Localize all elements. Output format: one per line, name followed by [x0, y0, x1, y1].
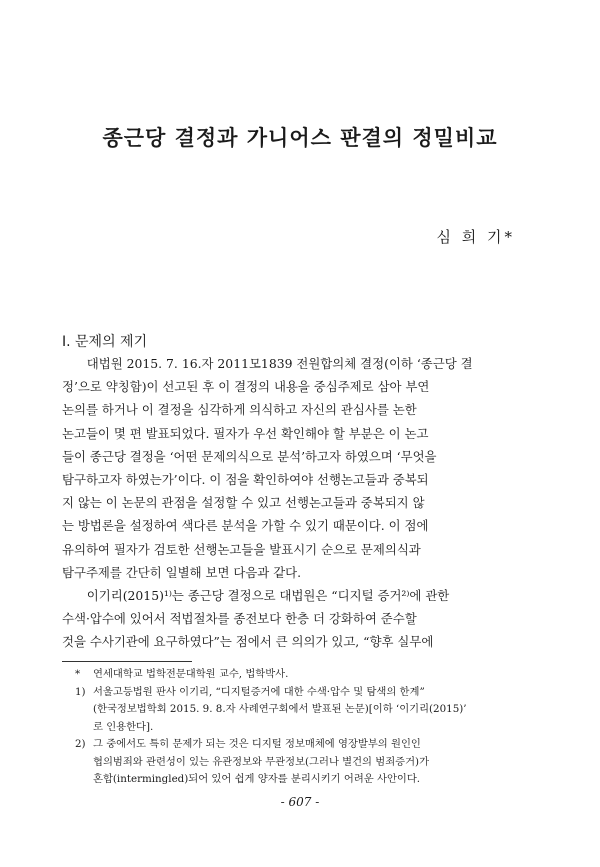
- footnote-line: 혼합(intermingled)되어 있어 쉽게 양자를 분리시키기 어려운 사안이다.: [93, 773, 421, 785]
- footnote-author: [75, 666, 545, 684]
- footnote-mark: 2): [75, 738, 86, 750]
- footnotes: [75, 666, 545, 789]
- footnote-mark: 1): [75, 685, 86, 698]
- footnote-line: 서울고등법원 판사 이기리, “디지털증거에 대한 수색·압수 및 탐색의 한계”: [93, 685, 425, 698]
- footnote-2: [75, 736, 545, 789]
- body-line: 지 않는 이 논문의 관점을 설정할 수 있고 선행논고들과 중복되지 않: [62, 495, 425, 511]
- section-heading: Ⅰ. 문제의 제기: [62, 334, 148, 350]
- body-line: 논의를 하거나 이 결정을 심각하게 의식하고 자신의 관심사를 논한: [62, 402, 417, 418]
- body-line: 것을 수사기관에 요구하였다”는 점에서 큰 의의가 있고, “향후 실무에: [62, 634, 434, 650]
- body-line: 탐구하고자 하였는가’이다. 이 점을 확인하여야 선행논고들과 중복되: [62, 472, 429, 488]
- footnote-line: 그 중에서도 특히 문제가 되는 것은 디지털 정보매체에 영장발부의 원인인: [93, 738, 421, 750]
- body-line: 탐구주제를 간단히 일별해 보면 다음과 같다.: [62, 564, 302, 580]
- footnote-divider: [62, 661, 192, 662]
- body-line: 정’으로 약칭함)이 선고된 후 이 결정의 내용을 중심주제로 삼아 부연: [62, 379, 430, 395]
- body-text: [62, 352, 545, 654]
- body-line: 수색·압수에 있어서 적법절차를 종전보다 한층 더 강화하여 준수할: [62, 611, 417, 627]
- body-line: 논고들이 몇 편 발표되었다. 필자가 우선 확인해야 할 부분은 이 논고: [62, 425, 429, 441]
- body-line: 는 방법론을 설정하여 색다른 분석을 가할 수 있기 때문이다. 이 점에: [62, 518, 429, 534]
- footnote-line: 연세대학교 법학전문대학원 교수, 법학박사.: [93, 668, 289, 680]
- footnote-mark: *: [75, 668, 81, 680]
- footnote-1: [75, 684, 545, 737]
- body-line: 들이 종근당 결정을 ‘어떤 문제의식으로 분석’하고자 하였으며 ‘무엇을: [62, 448, 437, 464]
- paper-title: 종근당 결정과 가니어스 판결의 정밀비교: [102, 126, 498, 150]
- footnote-line: (한국정보법학회 2015. 9. 8.자 사례연구회에서 발표된 논문)[이하 ‘이기리(2015)’: [93, 703, 467, 715]
- author-name: 심 희 기*: [436, 228, 515, 246]
- body-line: 대법원 2015. 7. 16.자 2011모1839 전원합의체 결정(이하 ‘종근당 결: [86, 356, 473, 371]
- body-line: 유의하여 필자가 검토한 선행논고들을 발표시기 순으로 문제의식과: [62, 541, 421, 557]
- body-line: 이기리(2015)¹⁾는 종근당 결정으로 대법원은 “디지털 증거²⁾에 관한: [86, 588, 450, 604]
- footnote-line: 협의범죄와 관련성이 있는 유관정보와 무관정보(그러나 별건의 범죄증거)가: [93, 755, 430, 768]
- footnote-line: 로 인용한다].: [93, 720, 154, 733]
- page-number: - 607 -: [280, 795, 320, 809]
